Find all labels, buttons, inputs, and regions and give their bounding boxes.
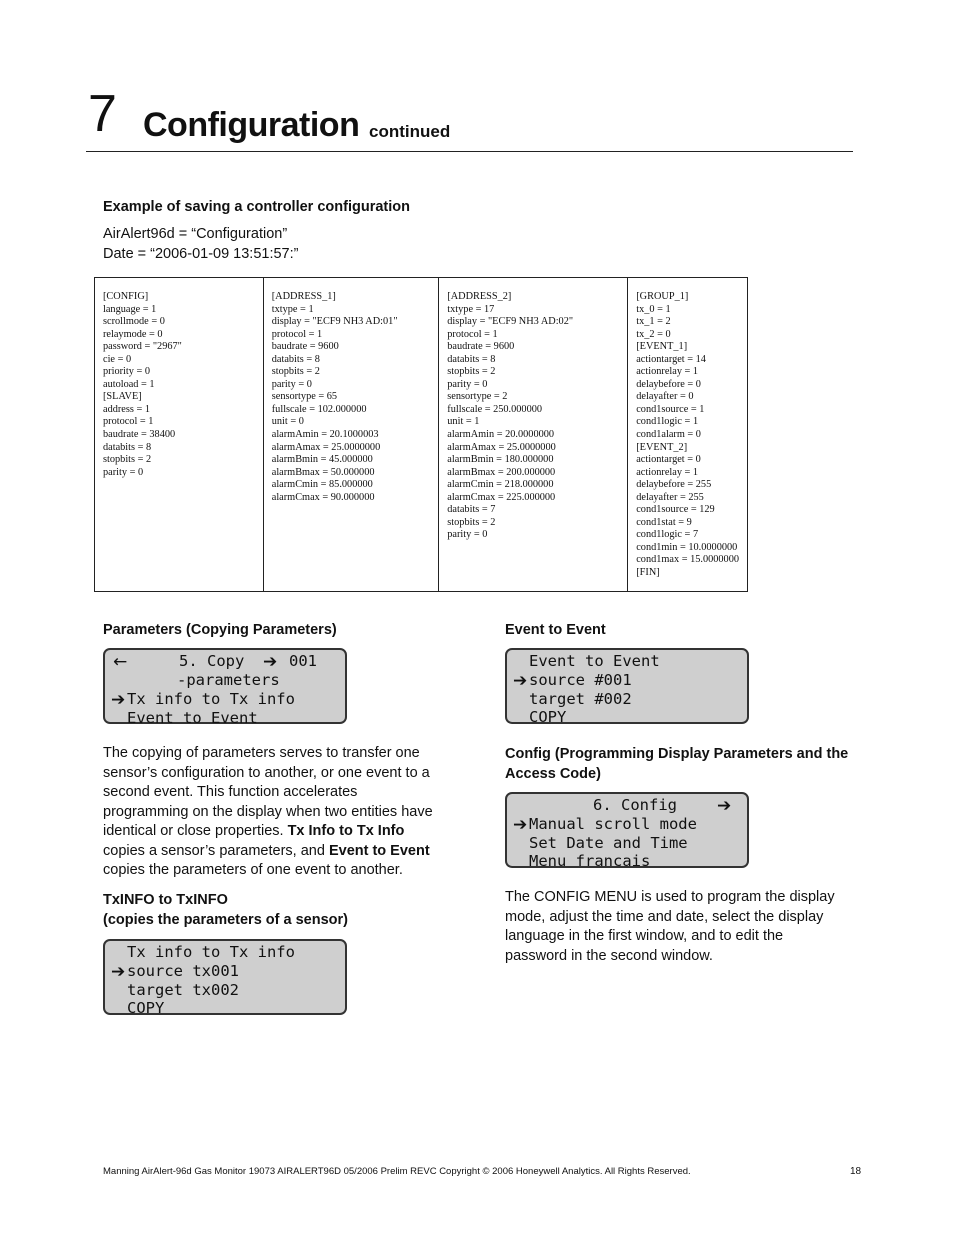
config-line: priority = 0 [103,366,150,378]
config-line: alarmCmin = 218.000000 [447,479,554,491]
txinfo-heading-2: (copies the parameters of a sensor) [103,912,348,928]
config-line: cond1alarm = 0 [636,429,701,441]
config-line: tx_2 = 0 [636,328,671,340]
config-line: alarmCmax = 90.000000 [271,491,375,503]
config-line: parity = 0 [271,378,312,390]
config-line: stopbits = 2 [447,366,496,378]
config-line: actionrelay = 1 [636,366,699,378]
lcd-event [505,648,749,724]
config-line: delaybefore = 255 [636,479,712,491]
lcd-line: 5. Copy [179,652,245,670]
config-line: [EVENT_2] [636,441,688,453]
config-line: tx_0 = 1 [636,303,671,315]
config-line: autoload = 1 [103,378,155,390]
lcd-line: Set Date and Time [529,834,688,852]
config-line: [EVENT_1] [636,341,688,353]
config-line: cond1min = 10.0000000 [636,541,738,553]
config-line: databits = 8 [103,441,152,453]
para-text: The copying of parameters serves to transfer one sensor’s configuration to another, or one event to a second event. This function accelerates programming on the display when two entities have identical or close properties. [103,745,433,839]
lcd-line: Manual scroll mode [529,815,697,833]
config-column [628,278,748,592]
config-line: [ADDRESS_1] [271,291,336,302]
config-heading: Config (Programming Display Parameters and the Access Code) [505,746,849,782]
config-line: databits = 8 [271,353,320,365]
page-title: Configuration [143,106,360,144]
config-line: alarmBmin = 45.000000 [271,454,373,466]
config-line: [GROUP_1] [636,291,689,302]
lcd-line: Event to Event [127,709,258,727]
config-line: alarmAmin = 20.1000003 [271,429,379,441]
config-line: parity = 0 [447,378,488,390]
config-line: alarmCmin = 85.000000 [271,479,373,491]
lcd-line: Event to Event [529,652,660,670]
config-line: databits = 7 [447,504,496,516]
txinfo-heading-1: TxINFO to TxINFO [103,892,228,908]
header-rule [86,151,853,152]
para-text: copies a sensor’s parameters, and [103,842,329,859]
config-line: protocol = 1 [271,328,323,340]
config-column [439,278,628,592]
config-table [94,277,748,592]
config-line: unit = 1 [447,416,480,428]
config-line: actiontarget = 14 [636,353,706,365]
config-line: parity = 0 [103,466,144,478]
arrow-left-icon: ← [113,652,128,672]
page-number: 18 [850,1166,862,1177]
config-line: txtype = 1 [271,303,314,315]
selector-arrow-icon: ➔ [513,671,528,691]
config-line: display = "ECF9 NH3 AD:01" [271,316,398,328]
arrow-right-icon: ➔ [263,652,278,672]
config-line: [CONFIG] [103,291,149,302]
lcd-line: Menu francais [529,852,651,870]
config-paragraph: The CONFIG MENU is used to program the display mode, adjust the time and date, select the display language in the first window, and to edit the password in the second window. [505,889,835,964]
arrow-right-icon: ➔ [717,796,732,816]
event-heading: Event to Event [505,622,606,638]
lcd-config [505,792,749,868]
config-line: alarmAmax = 25.0000000 [271,441,381,453]
config-line: cond1source = 1 [636,403,705,415]
config-line: protocol = 1 [103,416,154,428]
config-line: actiontarget = 0 [636,454,701,466]
lcd-line: source #001 [529,671,632,689]
chapter-number: 7 [88,85,117,143]
config-line: sensortype = 65 [271,391,338,403]
config-line: baudrate = 9600 [447,341,515,353]
config-line: alarmBmin = 180.000000 [447,454,554,466]
selector-arrow-icon: ➔ [513,815,528,835]
example-line-1: AirAlert96d = “Configuration” [103,226,288,242]
config-line: alarmBmax = 200.000000 [447,466,556,478]
config-line: address = 1 [103,403,150,415]
config-line: tx_1 = 2 [636,316,671,328]
config-column [263,278,439,592]
config-line: alarmCmax = 225.000000 [447,491,556,503]
config-line: stopbits = 2 [103,454,152,466]
config-line: alarmBmax = 50.000000 [271,466,375,478]
config-line: cond1stat = 9 [636,516,692,528]
config-line: relaymode = 0 [103,328,163,340]
config-line: delayafter = 255 [636,491,704,503]
selector-arrow-icon: ➔ [111,690,126,710]
config-line: delayafter = 0 [636,391,694,403]
config-line: display = "ECF9 NH3 AD:02" [447,316,574,328]
config-line: parity = 0 [447,529,488,541]
lcd-line: Tx info to Tx info [127,690,295,708]
lcd-line: COPY [127,999,165,1017]
lcd-line: COPY [529,708,567,726]
config-line: alarmAmax = 25.0000000 [447,441,556,453]
config-line: language = 1 [103,303,157,315]
config-line: baudrate = 38400 [103,429,176,441]
lcd-line: 6. Config [593,796,677,814]
config-line: baudrate = 9600 [271,341,339,353]
config-line: stopbits = 2 [447,516,496,528]
config-line: fullscale = 102.000000 [271,403,367,415]
config-line: alarmAmin = 20.0000000 [447,429,555,441]
lcd-line: target #002 [529,690,632,708]
config-line: [SLAVE] [103,391,142,403]
config-line: cie = 0 [103,353,132,365]
lcd-copy-parameters [103,648,347,727]
para-text: copies the parameters of one event to another. [103,862,403,878]
selector-arrow-icon: ➔ [111,962,126,982]
config-line: sensortype = 2 [447,391,508,403]
lcd-line: Tx info to Tx info [127,943,295,961]
lcd-line: -parameters [177,671,280,689]
config-line: [FIN] [636,567,660,579]
footer-text: Manning AirAlert-96d Gas Monitor 19073 AIRALERT96D 05/2006 Prelim REVC Copyright © 2006 Honeywell Analytics. All Rights Reserved. [103,1166,691,1177]
config-line: actionrelay = 1 [636,466,699,478]
config-line: cond1max = 15.0000000 [636,554,739,566]
lcd-line: target tx002 [127,981,239,999]
example-line-2: Date = “2006-01-09 13:51:57:” [103,246,299,262]
page-subtitle: continued [369,122,451,141]
config-line: delaybefore = 0 [636,378,701,390]
config-line: cond1logic = 1 [636,416,699,428]
lcd-line: 001 [289,652,317,670]
config-column [95,278,264,592]
parameters-heading: Parameters (Copying Parameters) [103,622,337,638]
lcd-line: source tx001 [127,962,239,980]
config-line: protocol = 1 [447,328,498,340]
config-line: fullscale = 250.000000 [447,403,543,415]
config-line: scrollmode = 0 [103,316,165,328]
example-heading: Example of saving a controller configuration [103,199,410,215]
config-line: [ADDRESS_2] [447,291,512,302]
config-line: databits = 8 [447,353,496,365]
config-line: txtype = 17 [447,303,495,315]
config-line: cond1logic = 7 [636,529,699,541]
lcd-txinfo [103,939,347,1015]
config-line: password = "2967" [103,341,182,353]
config-line: cond1source = 129 [636,504,715,516]
config-line: unit = 0 [271,416,304,428]
para-bold: Event to Event [328,842,430,859]
config-line: stopbits = 2 [271,366,320,378]
parameters-paragraph [103,744,443,881]
para-bold: Tx Info to Tx Info [287,823,405,839]
